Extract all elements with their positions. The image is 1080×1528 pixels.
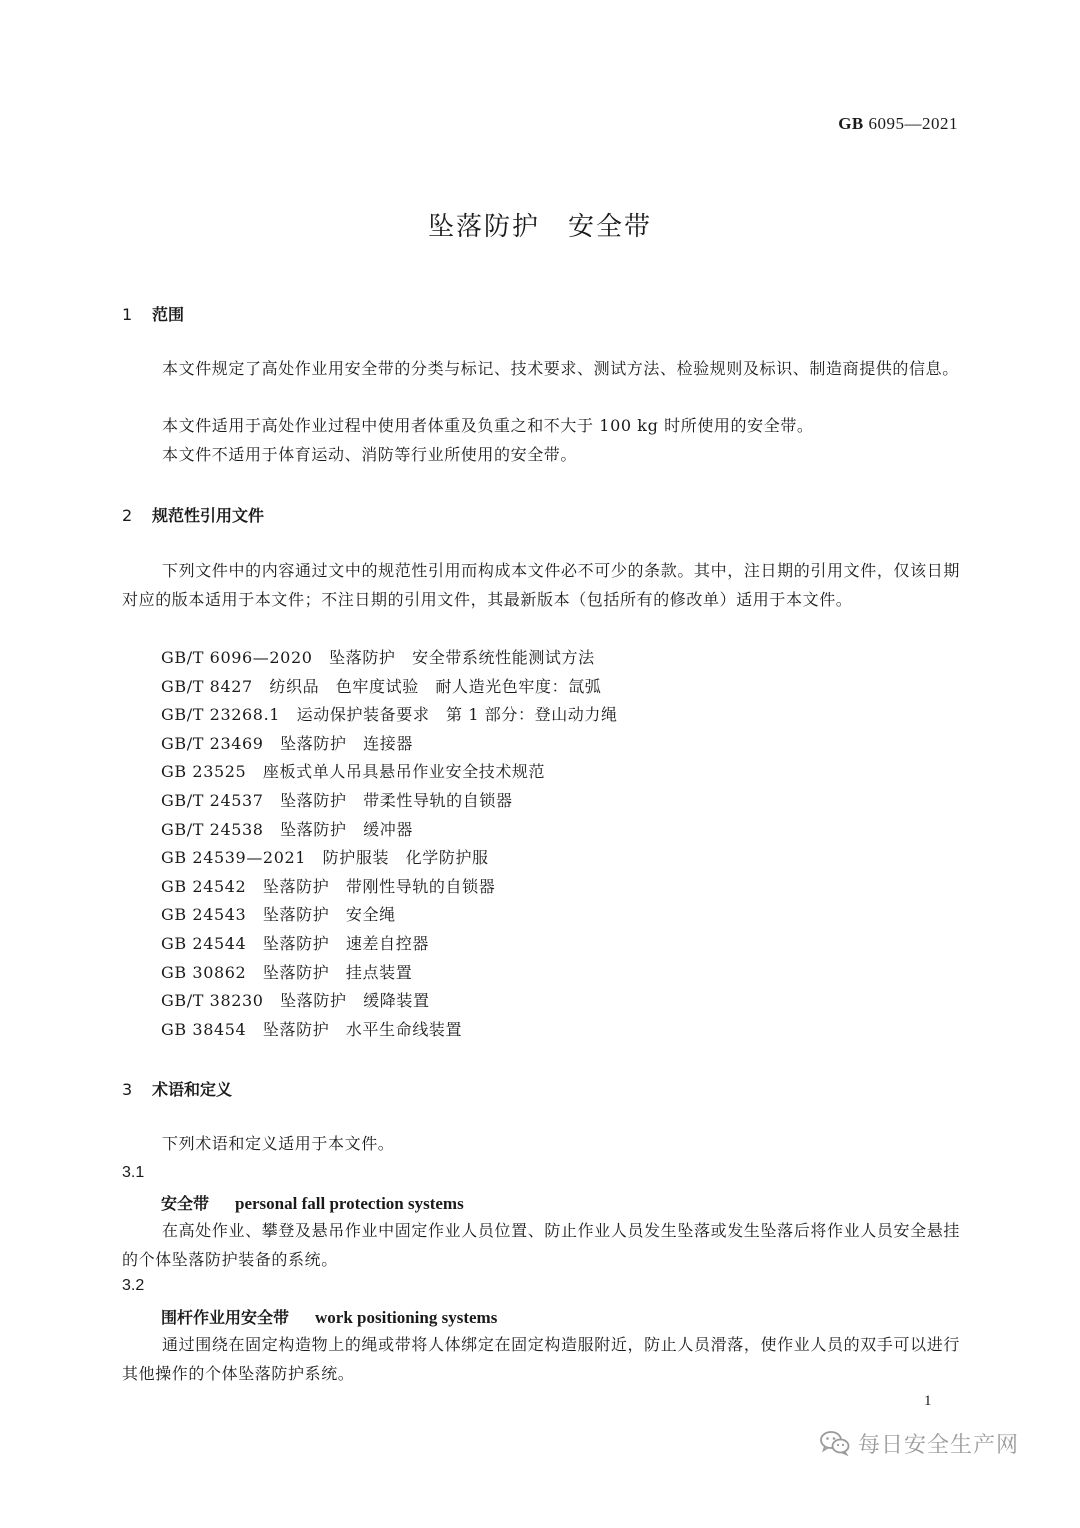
scope-paragraph-1: 本文件规定了高处作业用安全带的分类与标记、技术要求、测试方法、检验规则及标识、制造商提供的信息。 xyxy=(162,359,959,378)
section-title: 规范性引用文件 xyxy=(152,506,265,525)
term-english: personal fall protection systems xyxy=(235,1194,464,1213)
reference-item: GB/T 38230 坠落防护 缓降装置 xyxy=(161,991,430,1011)
reference-item: GB 24544 坠落防护 速差自控器 xyxy=(161,933,429,953)
reference-item: GB 24542 坠落防护 带刚性导轨的自锁器 xyxy=(161,876,496,896)
section-number: 3 xyxy=(122,1080,133,1099)
terms-intro: 下列术语和定义适用于本文件。 xyxy=(162,1134,395,1153)
section-title: 范围 xyxy=(152,305,185,324)
term-chinese: 安全带 xyxy=(161,1194,210,1213)
standard-code xyxy=(838,114,958,134)
section-title: 术语和定义 xyxy=(152,1080,233,1099)
scope-paragraph-3: 本文件不适用于体育运动、消防等行业所使用的安全带。 xyxy=(162,445,578,464)
term-definition: 在高处作业、攀登及悬吊作业中固定作业人员位置、防止作业人员发生坠落或发生坠落后将作业人员安全悬挂的个体坠落防护装备的系统。 xyxy=(122,1221,960,1269)
reference-item: GB/T 24537 坠落防护 带柔性导轨的自锁器 xyxy=(161,790,513,810)
term-english: work positioning systems xyxy=(315,1308,498,1327)
term-chinese: 围杆作业用安全带 xyxy=(161,1308,290,1327)
reference-item: GB 38454 坠落防护 水平生命线装置 xyxy=(161,1019,463,1039)
reference-list xyxy=(161,644,618,1044)
wechat-icon xyxy=(820,1430,850,1456)
term-number: 3.2 xyxy=(122,1277,145,1294)
reference-item: GB/T 8427 纺织品 色牢度试验 耐人造光色牢度：氙弧 xyxy=(161,676,602,696)
term-heading xyxy=(161,1191,464,1214)
standard-code-prefix: GB xyxy=(838,114,864,133)
watermark-text: 每日安全生产网 xyxy=(858,1432,1020,1458)
watermark xyxy=(820,1428,1019,1458)
reference-item: GB 24539—2021 防护服装 化学防护服 xyxy=(161,848,489,868)
document-title: 坠落防护 安全带 xyxy=(427,212,652,242)
section-3-heading xyxy=(122,1077,232,1100)
section-2-heading xyxy=(122,503,264,526)
page-number: 1 xyxy=(924,1393,932,1409)
references-intro: 下列文件中的内容通过文中的规范性引用而构成本文件必不可少的条款。其中，注日期的引用文件，仅该日期对应的版本适用于本文件；不注日期的引用文件，其最新版本（包括所有的修改单）适用于本文件。 xyxy=(122,561,960,609)
section-number: 2 xyxy=(122,506,133,525)
reference-item: GB 23525 座板式单人吊具悬吊作业安全技术规范 xyxy=(161,762,546,782)
reference-item: GB/T 6096—2020 坠落防护 安全带系统性能测试方法 xyxy=(161,648,595,667)
term-definition: 通过围绕在固定构造物上的绳或带将人体绑定在固定构造服附近，防止人员滑落，使作业人员的双手可以进行其他操作的个体坠落防护系统。 xyxy=(122,1335,960,1383)
reference-item: GB 30862 坠落防护 挂点装置 xyxy=(161,962,413,982)
reference-item: GB/T 24538 坠落防护 缓冲器 xyxy=(161,819,413,839)
reference-item: GB/T 23469 坠落防护 连接器 xyxy=(161,733,413,753)
reference-item: GB/T 23268.1 运动保护装备要求 第 1 部分：登山动力绳 xyxy=(161,705,618,725)
standard-code-number: 6095—2021 xyxy=(868,114,958,133)
term-number: 3.1 xyxy=(122,1164,145,1181)
reference-item: GB 24543 坠落防护 安全绳 xyxy=(161,905,396,925)
term-heading xyxy=(161,1305,497,1328)
section-number: 1 xyxy=(122,305,133,324)
section-1-heading xyxy=(122,302,184,325)
scope-paragraph-2: 本文件适用于高处作业过程中使用者体重及负重之和不大于 100 kg 时所使用的安全带。 xyxy=(162,416,814,435)
